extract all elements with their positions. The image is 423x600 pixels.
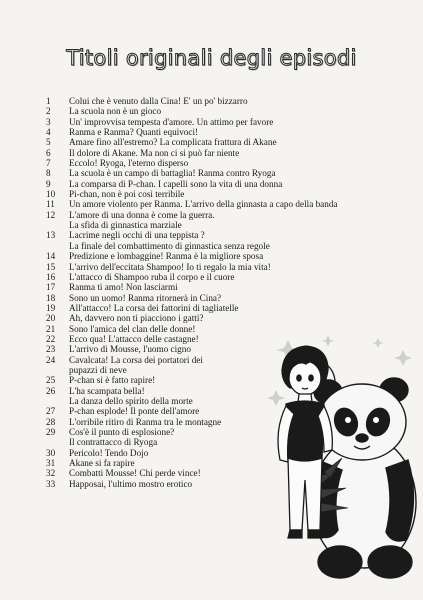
episode-number: 18 (46, 292, 56, 303)
episode-row (46, 106, 386, 116)
episode-row (46, 168, 386, 178)
episode-row (46, 179, 386, 189)
episode-number (46, 220, 69, 230)
episode-number: 23 (46, 344, 56, 355)
episode-title: Eccolo! Ryoga, l'eterno disperso (69, 158, 189, 169)
episode-row (46, 303, 386, 313)
episode-number (46, 437, 69, 447)
episode-number: 29 (46, 427, 56, 437)
episode-title: pupazzi di neve (69, 364, 127, 375)
episode-title: La comparsa di P-chan. I capelli sono la vita di una donna (69, 178, 283, 189)
episode-number: 33 (46, 478, 56, 489)
episode-title: La danza dello spirito della morte (69, 395, 193, 406)
episode-title: Lacrime negli occhi di una teppista ? (69, 230, 205, 241)
episode-number: 4 (46, 127, 51, 138)
episode-number (46, 241, 69, 251)
episode-number: 31 (46, 458, 56, 469)
episode-number: 19 (46, 302, 56, 313)
episode-title: All'attacco! La corsa dei fattorini di tagliatelle (69, 302, 239, 313)
episode-row (46, 117, 386, 127)
episode-row (46, 272, 386, 282)
episode-row (46, 158, 386, 168)
episode-title: Sono un uomo! Ranma ritornerà in Cina? (69, 292, 222, 303)
episode-number: 7 (46, 158, 51, 169)
episode-title: L'arrivo dell'eccitata Shampoo! Io ti regalo la mia vita! (69, 261, 271, 272)
episode-number: 15 (46, 261, 56, 272)
episode-number: 20 (46, 313, 56, 324)
episode-title: P-chan si è fatto rapire! (69, 375, 156, 386)
episode-row (46, 199, 386, 209)
ranma-panda-illustration (268, 330, 418, 580)
episode-title: Pericolo! Tendo Dojo (69, 447, 149, 458)
episode-title: Combatti Mousse! Chi perde vince! (69, 468, 201, 479)
episode-title: L'amore di una donna è come la guerra. (69, 209, 215, 220)
episode-title: L'ha scampata bella! (69, 385, 145, 396)
episode-title: Sono l'amica del clan delle donne! (69, 323, 196, 334)
episode-row (46, 220, 386, 230)
episode-row (46, 96, 386, 106)
episode-title: Un amore violento per Ranma. L'arrivo della ginnasta a capo della banda (69, 199, 338, 210)
episode-title: Un' improvvisa tempesta d'amore. Un attimo per favore (69, 116, 274, 127)
episode-number: 26 (46, 385, 56, 396)
episode-title: Ecco qua! L'attacco delle castagne! (69, 333, 199, 344)
episode-row (46, 251, 386, 261)
episode-number: 16 (46, 271, 56, 282)
episode-title: La sfida di ginnastica marziale (69, 220, 182, 231)
episode-title: Predizione e lombaggine! Ranma è la migliore sposa (69, 251, 264, 262)
episode-row (46, 241, 386, 251)
episode-title: Amare fino all'estremo? La complicata frattura di Akane (69, 137, 277, 148)
episode-title: Cavalcata! La corsa dei portatori dei (69, 354, 203, 365)
episode-number: 30 (46, 447, 56, 458)
episode-number: 27 (46, 406, 56, 417)
episode-number: 12 (46, 209, 56, 220)
episode-row (46, 127, 386, 137)
episode-title: Cos'è il punto di esplosione? (69, 427, 175, 437)
episode-number: 22 (46, 333, 56, 344)
episode-title: Pi-chan, non è poi così terribile (69, 189, 185, 200)
episode-row (46, 230, 386, 240)
episode-title: L'arrivo di Mousse, l'uomo cigno (69, 344, 191, 355)
episode-number: 3 (46, 116, 51, 127)
episode-number: 14 (46, 251, 56, 262)
episode-title: La finale del combattimento di ginnastica senza regole (69, 240, 270, 251)
episode-number: 11 (46, 199, 55, 210)
episode-title: La scuola non è un gioco (69, 106, 162, 117)
episode-row (46, 210, 386, 220)
episode-number: 13 (46, 230, 56, 241)
episode-row (46, 282, 386, 292)
episode-number: 17 (46, 282, 56, 293)
episode-number: 2 (46, 106, 51, 117)
episode-number (46, 365, 69, 375)
episode-number: 10 (46, 189, 56, 200)
episode-row (46, 313, 386, 323)
episode-number: 8 (46, 168, 51, 179)
episode-row (46, 189, 386, 199)
episode-row (46, 293, 386, 303)
episode-number: 28 (46, 416, 56, 427)
episode-title: Ah, davvero non ti piacciono i gatti? (69, 313, 204, 324)
episode-number: 1 (46, 96, 51, 106)
episode-title: L'orribile ritiro di Ranma tra le montagne (69, 416, 222, 427)
episode-number: 5 (46, 137, 51, 148)
episode-title: Akane si fa rapire (69, 458, 135, 469)
episode-title: L'attacco di Shampoo ruba il corpo e il cuore (69, 271, 235, 282)
episode-number (46, 396, 69, 406)
episode-row (46, 137, 386, 147)
episode-row (46, 262, 386, 272)
episode-number: 21 (46, 323, 56, 334)
page-title: Titoli originali degli episodi (66, 46, 357, 70)
episode-title: Ranma ti amo! Non lasciarmi (69, 282, 178, 293)
episode-title: Il contrattacco di Ryoga (69, 437, 158, 448)
episode-title: La scuola è un campo di battaglia! Ranma contro Ryoga (69, 168, 276, 179)
episode-title: Ranma e Ranma? Quanti equivoci! (69, 127, 199, 138)
episode-title: Il dolore di Akane. Ma non ci si può far niente (69, 147, 240, 158)
episode-title: P-chan esplode! Il ponte dell'amore (69, 406, 200, 417)
episode-number: 6 (46, 147, 51, 158)
episode-title: Happosai, l'ultimo mostro erotico (69, 478, 193, 489)
episode-title: Colui che è venuto dalla Cina! E' un po' bizzarro (69, 96, 248, 106)
episode-number: 9 (46, 178, 51, 189)
episode-number: 24 (46, 354, 56, 365)
episode-number: 25 (46, 375, 56, 386)
episode-row (46, 148, 386, 158)
episode-number: 32 (46, 468, 56, 479)
